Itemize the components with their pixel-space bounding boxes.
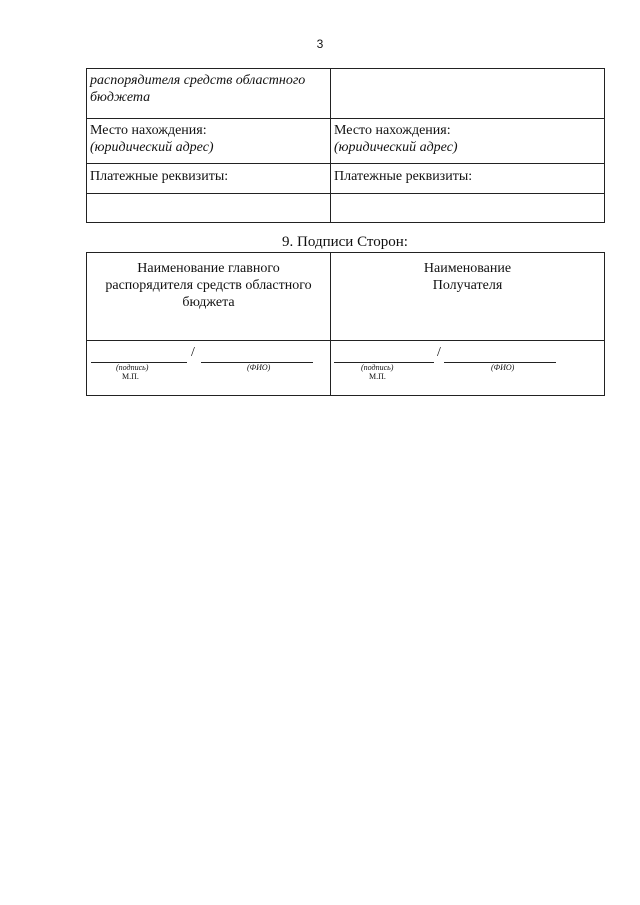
right-party-title-line1: Наименование	[423, 261, 512, 276]
signature-caption: (подпись)	[361, 363, 394, 372]
address-label: Место нахождения:	[90, 123, 207, 138]
payment-label: Платежные реквизиты:	[331, 164, 605, 194]
table-row	[87, 194, 605, 223]
stamp-mark: М.П.	[369, 372, 386, 381]
right-signature-cell	[331, 341, 605, 396]
empty-cell	[331, 69, 605, 119]
separator: /	[191, 345, 195, 360]
stamp-mark: М.П.	[122, 372, 139, 381]
table-row	[87, 69, 605, 119]
empty-cell	[331, 194, 605, 223]
empty-cell	[87, 194, 331, 223]
left-signature-cell	[87, 341, 331, 396]
table-row	[87, 164, 605, 194]
page-number: 3	[316, 37, 324, 51]
right-party-header	[331, 253, 605, 341]
organization-name-cell: распорядителя средств областного бюджета	[87, 69, 331, 119]
separator: /	[437, 345, 441, 360]
address-label: Место нахождения:	[334, 123, 451, 138]
section-heading: 9. Подписи Сторон:	[282, 234, 408, 250]
address-cell-right	[331, 119, 605, 164]
address-cell-left	[87, 119, 331, 164]
right-party-title-line2: Получателя	[432, 278, 503, 293]
table-row	[87, 253, 605, 341]
signature-caption: (подпись)	[116, 363, 149, 372]
address-sublabel: (юридический адрес)	[90, 140, 214, 155]
name-caption: (ФИО)	[247, 363, 271, 372]
table-row	[87, 119, 605, 164]
left-party-header	[87, 253, 331, 341]
table-row	[87, 341, 605, 396]
signatures-table	[86, 252, 605, 396]
details-table	[86, 68, 605, 223]
address-sublabel: (юридический адрес)	[334, 140, 458, 155]
payment-label: Платежные реквизиты:	[87, 164, 331, 194]
left-party-title: Наименование главного распорядителя средств областного бюджета	[105, 261, 312, 310]
name-caption: (ФИО)	[491, 363, 515, 372]
